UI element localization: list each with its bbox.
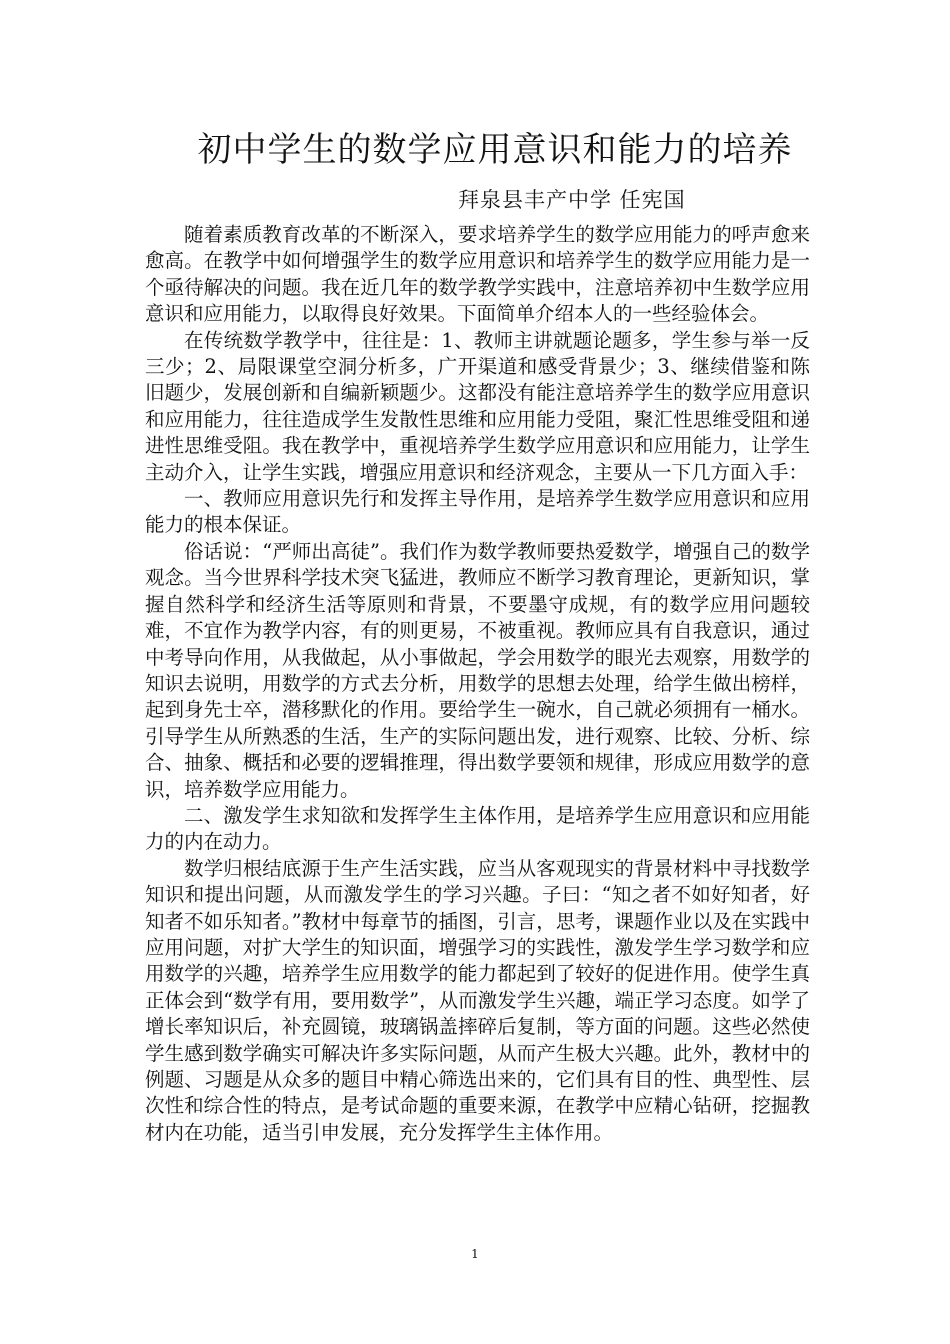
section-heading-two: 二、激发学生求知欲和发挥学生主体作用，是培养学生应用意识和应用能力的内在动力。 — [145, 803, 810, 854]
paragraph-student-motivation: 数学归根结底源于生产生活实践，应当从客观现实的背景材料中寻找数学知识和提出问题，从而激发学生的学习兴趣。子曰：“知之者不如好知者，好知者不如乐知者。”教材中每章节的插图，引言，思考，课题作业以及在实践中应用问题，对扩大学生的知识面，增强学习的实践性，激发学生学习数学和应用数学的兴趣，培养学生应用数学的能力都起到了较好的促进作用。使学生真正体会到“数学有用，要用数学”，从而激发学生兴趣，端正学习态度。如学了增长率知识后，补充圆镜，玻璃锅盖摔碎后复制，等方面的问题。这些必然使学生感到数学确实可解决许多实际问题，从而产生极大兴趣。此外，教材中的例题、习题是从众多的题目中精心筛选出来的，它们具有目的性、典型性、层次性和综合性的特点，是考试命题的重要来源，在教学中应精心钻研，挖掘教材内在功能，适当引申发展，充分发挥学生主体作用。 — [145, 856, 810, 1144]
author-line: 拜泉县丰产中学 任宪国 — [458, 188, 686, 212]
document-title: 初中学生的数学应用意识和能力的培养 — [197, 130, 793, 170]
section-heading-one: 一、教师应用意识先行和发挥主导作用，是培养学生数学应用意识和应用能力的根本保证。 — [145, 487, 810, 537]
paragraph-intro: 随着素质教育改革的不断深入，要求培养学生的数学应用能力的呼声愈来愈高。在教学中如何增强学生的数学应用意识和培养学生的数学应用能力是一个亟待解决的问题。我在近几年的数学教学实践中，注意培养初中生数学应用意识和应用能力，以取得良好效果。下面简单介绍本人的一些经验体会。 — [145, 223, 810, 326]
paragraph-teacher-role: 俗话说：“严师出高徒”。我们作为数学教师要热爱数学，增强自己的数学观念。当今世界科学技术突飞猛进，教师应不断学习教育理论，更新知识，掌握自然科学和经济生活等原则和背景，不要墨守成规，有的数学应用问题较难，不宜作为教学内容，有的则更易，不被重视。教师应具有自我意识，通过中考导向作用，从我做起，从小事做起，学会用数学的眼光去观察，用数学的知识去说明，用数学的方式去分析，用数学的思想去处理，给学生做出榜样，起到身先士卒，潜移默化的作用。要给学生一碗水，自己就必须拥有一桶水。引导学生从所熟悉的生活，生产的实际问题出发，进行观察、比较、分析、综合、抽象、概括和必要的逻辑推理，得出数学要领和规律，形成应用数学的意识，培养数学应用能力。 — [145, 539, 810, 801]
paragraph-traditional-teaching: 在传统数学教学中，往往是：1、教师主讲就题论题多，学生参与举一反三少；2、局限课堂空洞分析多，广开渠道和感受背景少；3、继续借鉴和陈旧题少，发展创新和自编新颖题少。这都没有能注意培养学生的数学应用意识和应用能力，往往造成学生发散性思维和应用能力受阻，聚汇性思维受阻和递进性思维受阻。我在教学中，重视培养学生数学应用意识和应用能力，让学生主动介入，让学生实践，增强应用意识和经济观念，主要从一下几方面入手： — [145, 328, 810, 484]
document-body — [145, 222, 810, 1146]
page-number: 1 — [471, 1247, 479, 1261]
